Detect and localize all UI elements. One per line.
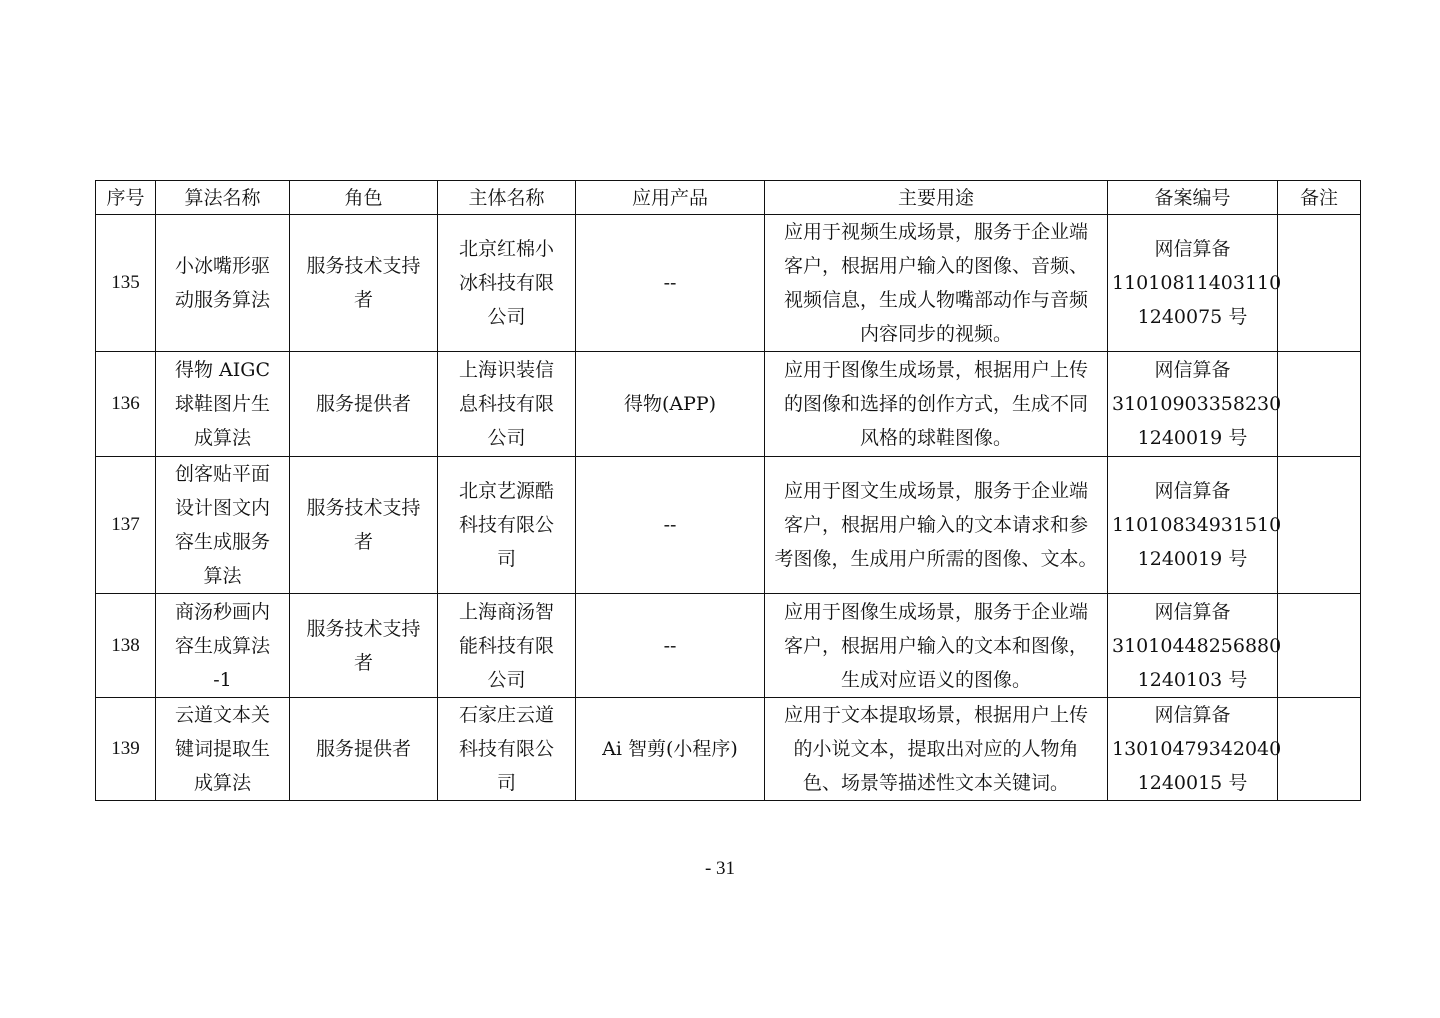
cell-line: 键词提取生 <box>174 738 270 760</box>
cell-line: 网信算备 <box>1154 704 1231 726</box>
cell-line: 网信算备 <box>1154 359 1231 381</box>
remarks-cell <box>1278 352 1361 457</box>
cell-line: 科技有限公 <box>458 514 554 536</box>
cell-line: 成算法 <box>193 772 251 794</box>
cell-line: 公司 <box>487 306 526 328</box>
table-row <box>96 457 1361 594</box>
record-number-cell <box>1108 215 1282 352</box>
index-cell: 138 <box>96 594 156 698</box>
header-product: 应用产品 <box>576 181 765 215</box>
cell-line: 服务技术支持 <box>306 497 421 519</box>
cell-line: 客户，根据用户输入的文本请求和参 <box>783 514 1088 536</box>
algorithm-registry-table <box>95 180 1361 801</box>
cell-line: 上海商汤智 <box>458 600 554 623</box>
cell-line: 商汤秒画内 <box>174 600 270 623</box>
entity-name-cell <box>438 352 576 457</box>
cell-line: 31010448256880 <box>1112 634 1282 657</box>
cell-line: 服务技术支持 <box>306 617 421 640</box>
role-cell <box>290 215 438 352</box>
usage-cell <box>765 457 1108 594</box>
usage-cell <box>765 698 1108 801</box>
page-number: - 31 <box>704 858 736 879</box>
usage-cell <box>765 594 1108 698</box>
index-cell: 137 <box>96 457 156 594</box>
cell-line: 公司 <box>487 427 526 449</box>
header-index: 序号 <box>96 181 156 215</box>
cell-line: Ai 智剪(小程序) <box>602 738 738 760</box>
cell-line: 北京红棉小 <box>458 238 554 260</box>
index-cell: 136 <box>96 352 156 457</box>
cell-line: 视频信息，生成人物嘴部动作与音频 <box>783 289 1088 311</box>
header-usage: 主要用途 <box>765 181 1108 215</box>
entity-name-cell <box>438 215 576 352</box>
cell-line: 容生成服务 <box>174 531 270 553</box>
cell-line: 创客贴平面 <box>174 463 270 485</box>
cell-line: 能科技有限 <box>458 634 554 657</box>
cell-line: 风格的球鞋图像。 <box>859 427 1012 449</box>
cell-line: 13010479342040 <box>1112 738 1282 760</box>
cell-line: 11010834931510 <box>1112 514 1282 536</box>
cell-line: 应用于图像生成场景，根据用户上传 <box>783 359 1088 381</box>
cell-line: 算法 <box>203 565 242 587</box>
entity-name-cell <box>438 698 576 801</box>
role-cell <box>290 352 438 457</box>
cell-line: 者 <box>353 531 373 553</box>
product-cell <box>576 215 765 352</box>
cell-line: 容生成算法 <box>174 634 270 657</box>
table-row <box>96 352 1361 457</box>
cell-line: 成算法 <box>193 427 251 449</box>
product-cell <box>576 698 765 801</box>
cell-line: 球鞋图片生 <box>174 393 270 415</box>
index-cell: 135 <box>96 215 156 352</box>
algorithm-name-cell <box>156 594 290 698</box>
header-entity-name: 主体名称 <box>438 181 576 215</box>
cell-line: 得物 AIGC <box>175 359 270 381</box>
cell-line: 的小说文本，提取出对应的人物角 <box>793 738 1079 760</box>
table-row <box>96 698 1361 801</box>
cell-line: 1240019 号 <box>1137 548 1248 570</box>
cell-line: 得物(APP) <box>623 393 717 415</box>
cell-line: 设计图文内 <box>174 497 270 519</box>
cell-line: 的图像和选择的创作方式，生成不同 <box>783 393 1088 415</box>
table-row <box>96 215 1361 352</box>
product-cell <box>576 594 765 698</box>
cell-line: 息科技有限 <box>458 393 554 415</box>
entity-name-cell <box>438 457 576 594</box>
cell-line: 应用于图文生成场景，服务于企业端 <box>783 480 1088 502</box>
table-row <box>96 594 1361 698</box>
cell-line: 网信算备 <box>1154 600 1231 623</box>
cell-line: -- <box>663 634 677 657</box>
table-header-row <box>96 181 1361 215</box>
header-remarks: 备注 <box>1278 181 1361 215</box>
usage-cell <box>765 352 1108 457</box>
record-number-cell <box>1108 594 1282 698</box>
cell-line: -- <box>663 514 677 536</box>
cell-line: -- <box>663 272 677 294</box>
header-role: 角色 <box>290 181 438 215</box>
cell-line: 服务提供者 <box>315 393 411 415</box>
cell-line: 服务提供者 <box>315 738 411 760</box>
cell-line: 1240019 号 <box>1137 427 1248 449</box>
role-cell <box>290 457 438 594</box>
cell-line: 动服务算法 <box>174 289 270 311</box>
record-number-cell <box>1108 698 1282 801</box>
entity-name-cell <box>438 594 576 698</box>
cell-line: 服务技术支持 <box>306 255 421 277</box>
cell-line: 生成对应语义的图像。 <box>840 668 1031 691</box>
index-cell: 139 <box>96 698 156 801</box>
cell-line: 11010811403110 <box>1112 272 1282 294</box>
cell-line: -1 <box>213 668 232 691</box>
cell-line: 应用于文本提取场景，根据用户上传 <box>783 704 1088 726</box>
cell-line: 司 <box>496 548 516 570</box>
cell-line: 冰科技有限 <box>458 272 554 294</box>
cell-line: 公司 <box>487 668 526 691</box>
cell-line: 北京艺源酷 <box>458 480 554 502</box>
cell-line: 网信算备 <box>1154 480 1231 502</box>
algorithm-name-cell <box>156 457 290 594</box>
header-algorithm-name: 算法名称 <box>156 181 290 215</box>
algorithm-name-cell <box>156 698 290 801</box>
remarks-cell <box>1278 594 1361 698</box>
remarks-cell <box>1278 215 1361 352</box>
role-cell <box>290 594 438 698</box>
header-record-number: 备案编号 <box>1108 181 1278 215</box>
cell-line: 色、场景等描述性文本关键词。 <box>802 772 1069 794</box>
cell-line: 小冰嘴形驱 <box>174 255 270 277</box>
record-number-cell <box>1108 352 1282 457</box>
product-cell <box>576 352 765 457</box>
cell-line: 者 <box>353 289 373 311</box>
remarks-cell <box>1278 698 1361 801</box>
remarks-cell <box>1278 457 1361 594</box>
cell-line: 内容同步的视频。 <box>859 323 1012 345</box>
cell-line: 司 <box>496 772 516 794</box>
record-number-cell <box>1108 457 1282 594</box>
role-cell <box>290 698 438 801</box>
cell-line: 1240075 号 <box>1137 306 1248 328</box>
cell-line: 应用于视频生成场景，服务于企业端 <box>783 221 1088 243</box>
cell-line: 31010903358230 <box>1112 393 1282 415</box>
usage-cell <box>765 215 1108 352</box>
cell-line: 网信算备 <box>1154 238 1231 260</box>
cell-line: 上海识装信 <box>458 359 554 381</box>
cell-line: 客户，根据用户输入的文本和图像， <box>783 634 1088 657</box>
algorithm-name-cell <box>156 215 290 352</box>
cell-line: 考图像，生成用户所需的图像、文本。 <box>774 548 1098 570</box>
cell-line: 1240015 号 <box>1137 772 1248 794</box>
cell-line: 云道文本关 <box>174 704 270 726</box>
cell-line: 科技有限公 <box>458 738 554 760</box>
cell-line: 石家庄云道 <box>458 704 554 726</box>
cell-line: 应用于图像生成场景，服务于企业端 <box>783 600 1088 623</box>
cell-line: 客户，根据用户输入的图像、音频、 <box>783 255 1088 277</box>
product-cell <box>576 457 765 594</box>
cell-line: 者 <box>353 651 373 674</box>
cell-line: 1240103 号 <box>1137 668 1248 691</box>
algorithm-name-cell <box>156 352 290 457</box>
